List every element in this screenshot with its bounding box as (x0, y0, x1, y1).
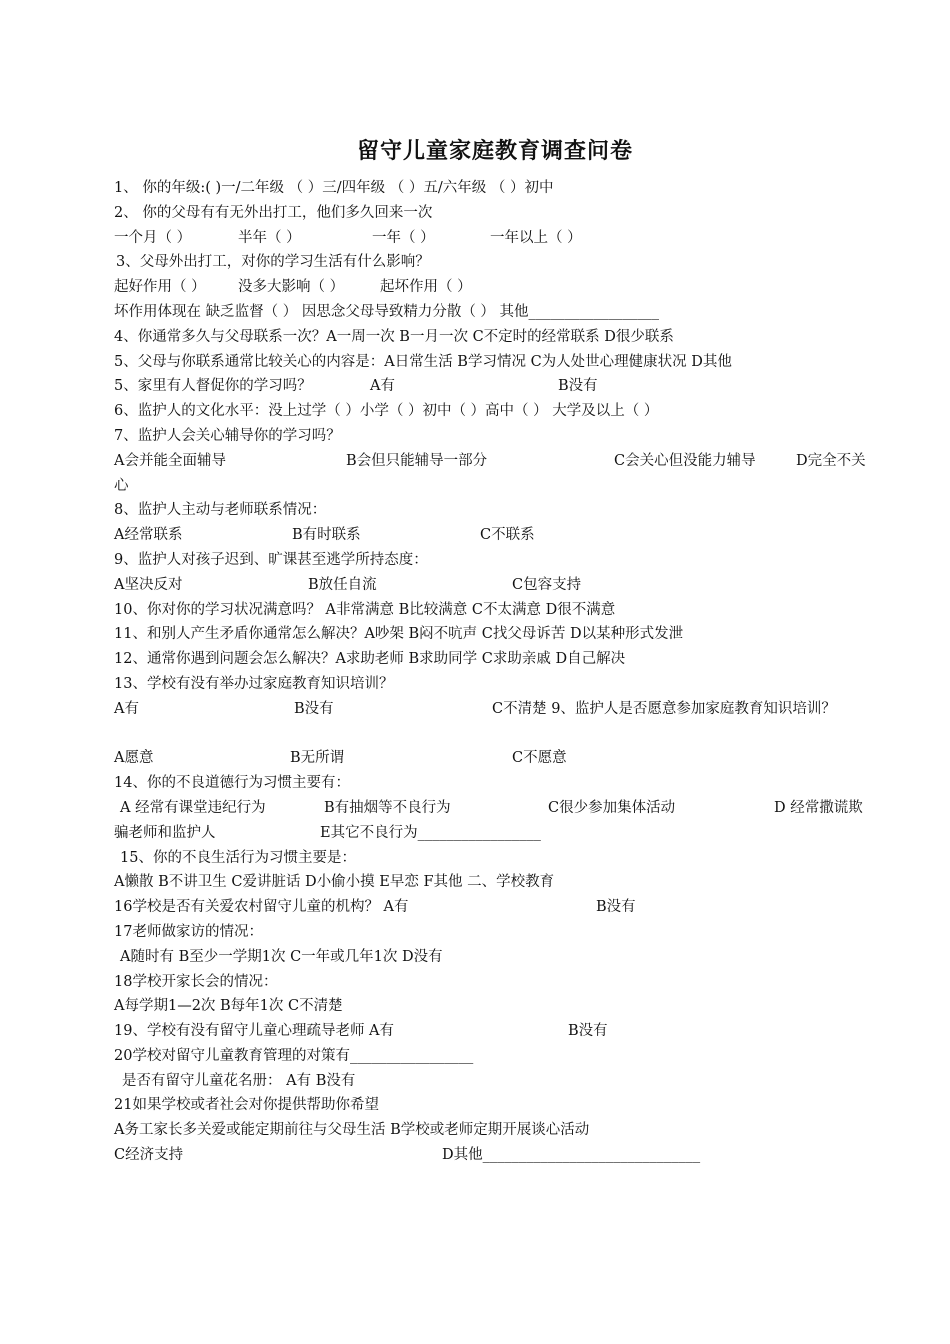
line-text: B会但只能辅导一部分 (346, 452, 488, 469)
line-text: 12、通常你遇到问题会怎么解决？A求助老师 B求助同学 C求助亲戚 D自己解决 (114, 651, 626, 668)
line-text: 3、父母外出打工，对你的学习生活有什么影响？ (116, 254, 430, 271)
line-text: A 经常有课堂违纪行为 (120, 799, 266, 816)
line-text: 9、监护人对孩子迟到、旷课甚至逃学所持态度： (114, 551, 428, 568)
line-text: D 经常撒谎欺 (774, 799, 863, 816)
line-text: C会关心但没能力辅导 (614, 452, 756, 469)
line-text: 是否有留守儿童花名册： A有 B没有 (122, 1072, 356, 1089)
line-text: A务工家长多关爱或能定期前往与父母生活 B学校或老师定期开展谈心活动 (114, 1122, 590, 1139)
line-text: 5、父母与你联系通常比较关心的内容是：A日常生活 B学习情况 C为人处世心理健康状况 D其他 (114, 353, 732, 370)
line-text: 心 (114, 477, 129, 494)
line-text: B有时联系 (292, 527, 361, 544)
line-text: 一个月（ ） (114, 229, 192, 246)
question-line (114, 598, 894, 623)
line-text: 19、学校有没有留守儿童心理疏导老师 A有 (114, 1023, 395, 1040)
question-line (114, 722, 894, 747)
question-line (114, 672, 894, 697)
page-title: 留守儿童家庭教育调查问卷 (356, 139, 633, 164)
line-text: C不清楚 9、监护人是否愿意参加家庭教育知识培训？ (492, 700, 836, 717)
question-line (114, 796, 894, 821)
question-line (114, 870, 894, 895)
questionnaire-body (114, 176, 894, 1168)
line-text: 14、你的不良道德行为习惯主要有： (114, 775, 350, 792)
line-text: 15、你的不良生活行为习惯主要是： (120, 849, 356, 866)
line-text: 10、你对你的学习状况满意吗？ A非常满意 B比较满意 C不太满意 D很不满意 (114, 601, 616, 618)
line-text: 13、学校有没有举办过家庭教育知识培训？ (114, 675, 394, 692)
line-text: E其它不良行为_________________ (320, 824, 541, 841)
line-text: 2、 你的父母有有无外出打工，他们多久回来一次 (114, 204, 433, 221)
line-text: B没有 (558, 378, 598, 395)
question-line (114, 523, 894, 548)
line-text: 11、和别人产生矛盾你通常怎么解决？A吵架 B闷不吭声 C找父母诉苦 D以某种形式发泄 (114, 626, 684, 643)
line-text: 7、监护人会关心辅导你的学习吗？ (114, 427, 341, 444)
question-line (114, 424, 894, 449)
line-text: B有抽烟等不良行为 (324, 799, 451, 816)
line-text: A坚决反对 (114, 576, 183, 593)
line-text: 没多大影响（ ） (238, 279, 345, 296)
question-line (114, 1118, 894, 1143)
question-line (114, 250, 894, 275)
question-line (114, 325, 894, 350)
question-line (114, 895, 894, 920)
line-text: 21如果学校或者社会对你提供帮助你希望 (114, 1097, 379, 1114)
line-text: A有 (370, 378, 395, 395)
question-line (114, 994, 894, 1019)
question-line (114, 846, 894, 871)
question-line (114, 970, 894, 995)
line-text: A随时有 B至少一学期1次 C一年或几年1次 D没有 (120, 948, 443, 965)
question-line (114, 573, 894, 598)
question-line (114, 1069, 894, 1094)
question-line (114, 746, 894, 771)
line-text: A每学期1—2次 B每年1次 C不清楚 (114, 998, 343, 1015)
line-text: C经济支持 (114, 1147, 184, 1164)
line-text: A懒散 B不讲卫生 C爱讲脏话 D小偷小摸 E早恋 F其他 二、学校教育 (114, 874, 555, 891)
line-text: D其他______________________________ (442, 1147, 701, 1164)
question-line (114, 1019, 894, 1044)
question-line (114, 697, 894, 722)
line-text: C包容支持 (512, 576, 582, 593)
line-text: 1、 你的年级:( )一/二年级 （ ）三/四年级 （ ）五/六年级 （ ）初中 (114, 180, 554, 196)
line-text: 坏作用体现在 缺乏监督（ ） 因思念父母导致精力分散（ ） 其他__________________ (114, 303, 660, 320)
line-text: 17老师做家访的情况： (114, 923, 263, 940)
line-text: 8、监护人主动与老师联系情况： (114, 502, 327, 519)
question-line (114, 1093, 894, 1118)
line-text: B没有 (294, 700, 334, 717)
question-line (114, 771, 894, 796)
question-line (114, 498, 894, 523)
line-text: 16学校是否有关爱农村留守儿童的机构？ A有 (114, 899, 409, 916)
line-text: 半年（ ） (238, 229, 301, 246)
line-text: A会并能全面辅导 (114, 452, 226, 469)
line-text: 4、你通常多久与父母联系一次？A一周一次 B一月一次 C不定时的经常联系 D很少联系 (114, 328, 674, 345)
line-text: 5、家里有人督促你的学习吗？ (114, 378, 312, 395)
question-line (114, 1143, 894, 1168)
question-line (114, 622, 894, 647)
line-text: 骗老师和监护人 (114, 824, 216, 841)
question-line (114, 350, 894, 375)
line-text: C不愿意 (512, 750, 567, 767)
line-text: C很少参加集体活动 (548, 799, 676, 816)
question-line (114, 647, 894, 672)
line-text: 6、监护人的文化水平：没上过学（ ）小学（ ）初中（ ）高中（ ） 大学及以上（ ） (114, 403, 659, 420)
line-text: 起坏作用（ ） (380, 279, 472, 296)
question-line (114, 821, 894, 846)
line-text: B无所谓 (290, 750, 345, 767)
question-line (114, 226, 894, 251)
line-text: B放任自流 (308, 576, 377, 593)
question-line (114, 548, 894, 573)
question-line (114, 201, 894, 226)
line-text: B没有 (568, 1023, 608, 1040)
question-line (114, 176, 894, 201)
line-text: 一年（ ） (372, 229, 435, 246)
line-text: D完全不关 (796, 452, 866, 469)
line-text: 起好作用（ ） (114, 279, 206, 296)
line-text: 20学校对留守儿童教育管理的对策有_________________ (114, 1047, 474, 1064)
question-line (114, 945, 894, 970)
question-line (114, 300, 894, 325)
line-text: A经常联系 (114, 527, 183, 544)
line-text: 18学校开家长会的情况： (114, 973, 278, 990)
line-text: 一年以上（ ） (490, 229, 582, 246)
question-line (114, 399, 894, 424)
question-line (114, 374, 894, 399)
question-line (114, 449, 894, 474)
line-text: C不联系 (480, 527, 535, 544)
question-line (114, 920, 894, 945)
question-line (114, 1044, 894, 1069)
question-line (114, 275, 894, 300)
line-text: A愿意 (114, 750, 154, 767)
question-line (114, 474, 894, 499)
line-text: A有 (114, 700, 139, 717)
line-text: B没有 (596, 899, 636, 916)
